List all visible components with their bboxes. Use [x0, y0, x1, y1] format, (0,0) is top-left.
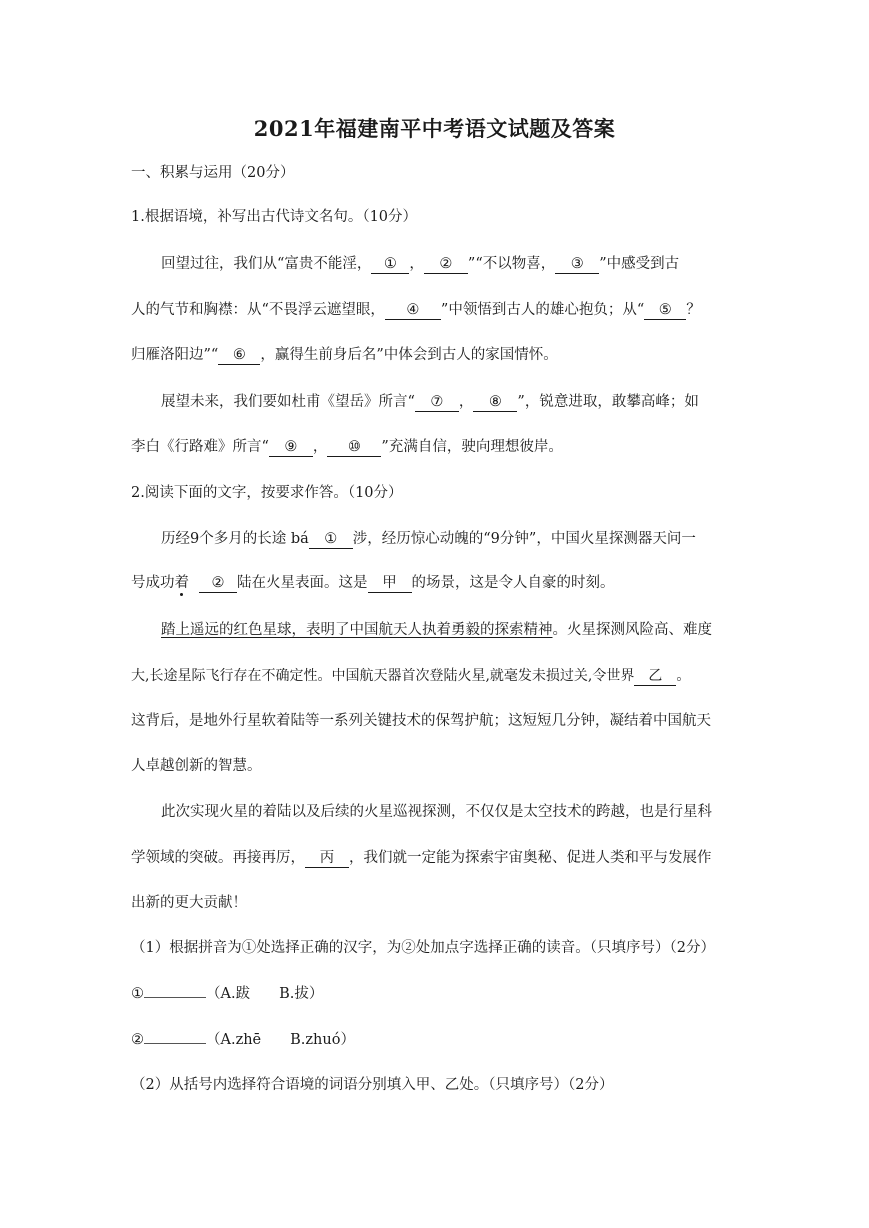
q1-paragraph-line-1: 回望过往，我们从“富贵不能淫， ① ， ② ”“不以物喜， ③ ”中感受到古 — [161, 256, 680, 272]
q1-paragraph-line-3: 归雁洛阳边”“ ⑥ ，赢得生前身后名”中体会到古人的家国情怀。 — [131, 347, 558, 363]
blank-1: ① — [371, 256, 409, 274]
q2-paragraph-b-line-2: 大,长途星际飞行存在不确定性。中国航天器首次登陆火星,就毫发未损过关,令世界 乙 。 — [131, 668, 691, 684]
section-heading: 一、积累与运用（20分） — [131, 165, 295, 181]
q2-paragraph-c-line-3: 出新的更大贡献！ — [131, 895, 247, 911]
blank-5: ⑤ — [644, 302, 686, 320]
sub-question-2: （2）从括号内选择符合语境的词语分别填入甲、乙处。（只填序号）（2分） — [131, 1077, 614, 1093]
blank-4: ④ — [385, 302, 441, 320]
blank-10: ⑩ — [327, 439, 381, 457]
blank-bing: 丙 — [305, 850, 349, 868]
blank-pinyin-2: ② — [199, 575, 237, 593]
question-2-prompt: 2.阅读下面的文字，按要求作答。（10分） — [131, 485, 403, 501]
q2-paragraph-a-line-2: 号成功着 ② 陆在火星表面。这是 甲 的场景，这是令人自豪的时刻。 — [131, 575, 615, 591]
blank-9: ⑨ — [269, 439, 313, 457]
answer-blank-2 — [144, 1043, 206, 1044]
q1-paragraph-line-2: 人的气节和胸襟：从“不畏浮云遮望眼， ④ ”中领悟到古人的雄心抱负；从“ ⑤ ？ — [131, 302, 701, 318]
blank-yi: 乙 — [634, 668, 676, 686]
q2-paragraph-b-line-4: 人卓越创新的智慧。 — [131, 758, 262, 774]
blank-6: ⑥ — [218, 347, 260, 365]
q2-paragraph-b-line-3: 这背后，是地外行星软着陆等一系列关键技术的保驾护航；这短短几分钟，凝结着中国航天 — [131, 713, 711, 729]
q2-paragraph-b-line-1: 踏上遥远的红色星球，表明了中国航天人执着勇毅的探索精神。火星探测风险高、难度 — [161, 622, 712, 638]
question-1-prompt: 1.根据语境，补写出古代诗文名句。（10分） — [131, 209, 418, 225]
q1-paragraph-line-4: 展望未来，我们要如杜甫《望岳》所言“ ⑦ ， ⑧ ”，锐意进取，敢攀高峰；如 — [161, 394, 699, 410]
option-line-2: ② （A.zhē B.zhuó） — [131, 1032, 355, 1048]
q1-paragraph-line-5: 李白《行路难》所言“ ⑨ ， ⑩ ”充满自信，驶向理想彼岸。 — [131, 439, 563, 455]
blank-3: ③ — [555, 256, 599, 274]
blank-jia: 甲 — [368, 575, 412, 593]
page-title: 2021年福建南平中考语文试题及答案 — [253, 116, 616, 141]
q2-paragraph-c-line-2: 学领域的突破。再接再厉， 丙 ，我们就一定能为探索宇宙奥秘、促进人类和平与发展作 — [131, 850, 712, 866]
option-line-1: ① （A.跋 B.拔） — [131, 986, 324, 1002]
blank-pinyin-1: ① — [309, 531, 353, 549]
underlined-sentence: 踏上遥远的红色星球，表明了中国航天人执着勇毅的探索精神 — [161, 622, 553, 638]
dotted-character: 着 — [174, 575, 189, 591]
answer-blank-1 — [144, 997, 206, 998]
blank-2: ② — [424, 256, 468, 274]
sub-question-1: （1）根据拼音为①处选择正确的汉字，为②处加点字选择正确的读音。（只填序号）（2分） — [131, 940, 715, 956]
q2-paragraph-a-line-1: 历经9个多月的长途 bá ① 涉，经历惊心动魄的“9分钟”，中国火星探测器天问一 — [161, 531, 696, 547]
blank-7: ⑦ — [415, 394, 459, 412]
blank-8: ⑧ — [473, 394, 517, 412]
q2-paragraph-c-line-1: 此次实现火星的着陆以及后续的火星巡视探测，不仅仅是太空技术的跨越，也是行星科 — [161, 804, 712, 820]
